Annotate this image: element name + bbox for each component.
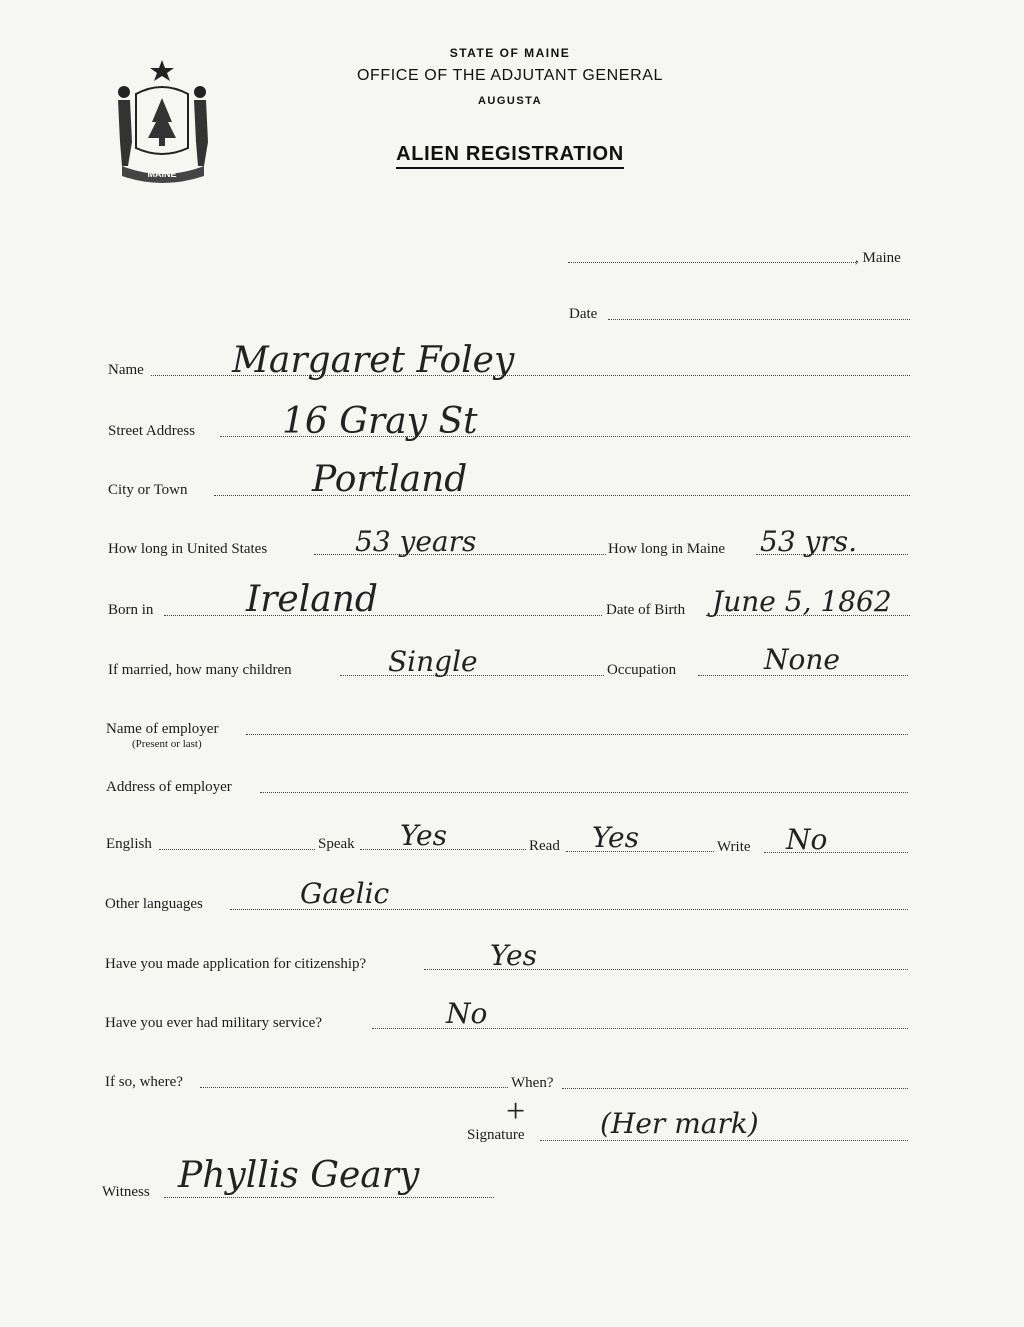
- address-of-employer-field[interactable]: [260, 792, 908, 793]
- when-label: When?: [511, 1075, 554, 1091]
- date-of-birth-label: Date of Birth: [606, 602, 686, 618]
- write-label: Write: [717, 839, 751, 855]
- date-of-birth-value: June 5, 1862: [712, 585, 892, 618]
- speak-value: Yes: [400, 819, 447, 852]
- maine-state-seal: [108, 56, 216, 184]
- born-in-label: Born in: [108, 602, 154, 618]
- city-or-town-label: City or Town: [108, 482, 188, 498]
- name-of-employer-label: Name of employer: [106, 721, 219, 737]
- how-long-us-label: How long in United States: [108, 541, 268, 557]
- military-value: No: [446, 997, 488, 1030]
- signature-label: Signature: [467, 1127, 525, 1143]
- header-state: STATE OF MAINE: [449, 46, 571, 60]
- if-married-value: Single: [388, 645, 478, 678]
- english-label: English: [106, 836, 152, 852]
- born-in-field[interactable]: [164, 615, 602, 616]
- born-in-value: Ireland: [246, 579, 378, 620]
- city-or-town-value: Portland: [312, 459, 468, 500]
- address-of-employer-label: Address of employer: [106, 779, 232, 795]
- witness-field[interactable]: [164, 1197, 494, 1198]
- street-address-value: 16 Gray St: [282, 401, 478, 442]
- citizenship-label: Have you made application for citizenship?: [105, 956, 367, 972]
- other-languages-value: Gaelic: [300, 877, 390, 910]
- signature-value: (Her mark): [600, 1107, 759, 1140]
- how-long-maine-value: 53 yrs.: [760, 525, 858, 558]
- header-city: AUGUSTA: [477, 95, 543, 107]
- maine-label: , Maine: [855, 250, 901, 266]
- english-field[interactable]: [159, 849, 315, 850]
- speak-label: Speak: [318, 836, 355, 852]
- signature-mark: +: [506, 1093, 526, 1130]
- read-field[interactable]: [566, 851, 714, 852]
- name-value: Margaret Foley: [232, 340, 515, 381]
- other-languages-label: Other languages: [105, 896, 203, 912]
- how-long-maine-label: How long in Maine: [608, 541, 726, 557]
- occupation-value: None: [764, 643, 840, 676]
- if-married-label: If married, how many children: [108, 662, 292, 678]
- header-office: OFFICE OF THE ADJUTANT GENERAL: [356, 67, 664, 84]
- svg-text:MAINE: MAINE: [147, 169, 177, 179]
- date-field[interactable]: [608, 319, 910, 320]
- name-of-employer-field[interactable]: [246, 734, 908, 735]
- witness-value: Phyllis Geary: [178, 1155, 420, 1196]
- place-field[interactable]: [568, 262, 856, 263]
- military-label: Have you ever had military service?: [105, 1015, 322, 1031]
- occupation-label: Occupation: [607, 662, 677, 678]
- read-label: Read: [529, 838, 560, 854]
- if-so-where-field[interactable]: [200, 1087, 508, 1088]
- signature-field[interactable]: [540, 1140, 908, 1141]
- street-address-label: Street Address: [108, 423, 196, 439]
- form-title: ALIEN REGISTRATION: [300, 143, 720, 166]
- if-so-where-label: If so, where?: [105, 1074, 183, 1090]
- when-field[interactable]: [562, 1088, 908, 1089]
- name-label: Name: [108, 362, 144, 378]
- how-long-us-value: 53 years: [355, 525, 477, 558]
- witness-label: Witness: [102, 1184, 150, 1200]
- read-value: Yes: [592, 821, 639, 854]
- citizenship-value: Yes: [490, 939, 537, 972]
- date-label: Date: [569, 306, 598, 322]
- write-value: No: [786, 823, 828, 856]
- present-or-last-note: (Present or last): [132, 738, 202, 750]
